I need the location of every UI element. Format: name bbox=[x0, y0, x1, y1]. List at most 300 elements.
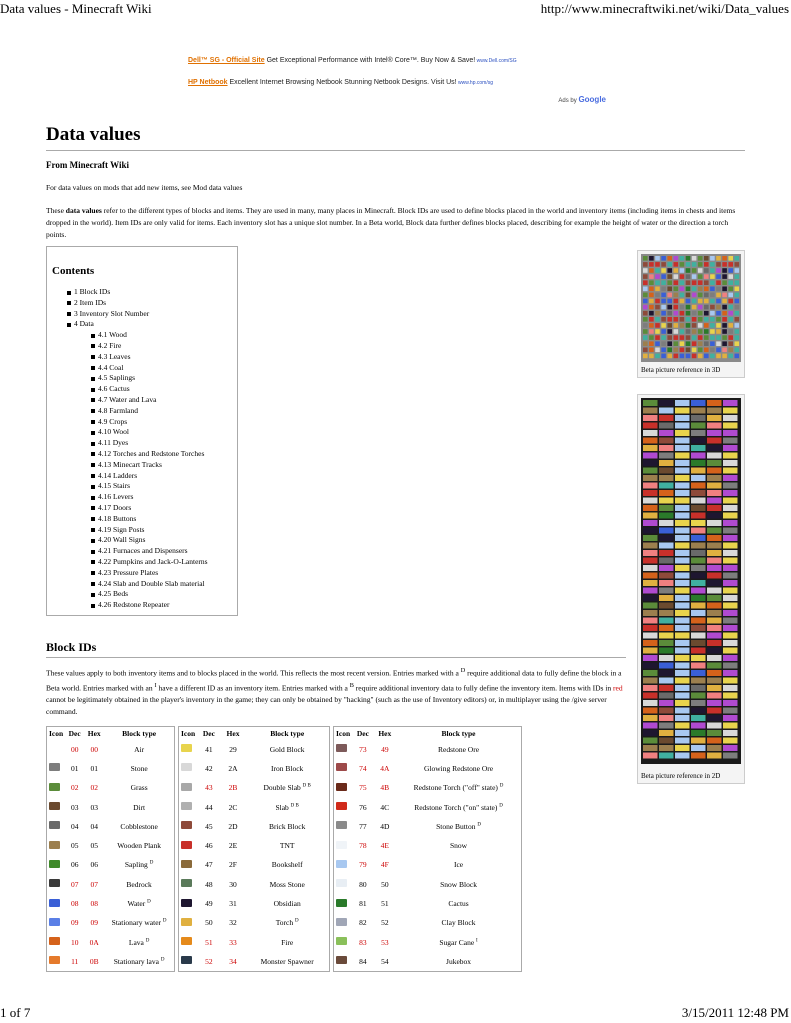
block-icon-cell bbox=[334, 778, 353, 797]
block-type-cell[interactable] bbox=[245, 952, 329, 971]
block-icon-cell bbox=[334, 740, 353, 759]
dec-cell: 06 bbox=[70, 860, 79, 870]
dec-cell: 78 bbox=[359, 841, 367, 851]
hex-cell: 2E bbox=[228, 841, 238, 851]
hex-cell: 0A bbox=[89, 937, 99, 947]
toc-item[interactable]: 4 Data bbox=[52, 319, 237, 330]
table-row bbox=[179, 894, 330, 913]
block-type-mark: D B bbox=[290, 803, 299, 809]
block-icon[interactable] bbox=[49, 918, 60, 926]
table-row bbox=[47, 875, 175, 894]
block-type-cell[interactable] bbox=[245, 797, 329, 816]
icon-header: Icon bbox=[336, 728, 351, 738]
block-icon-cell bbox=[47, 778, 66, 797]
block-type-cell[interactable] bbox=[396, 913, 521, 932]
table-row bbox=[334, 932, 522, 951]
block-type-cell[interactable] bbox=[245, 875, 329, 894]
type-header: Block type bbox=[441, 728, 476, 738]
block-type-name: Redstone Ore bbox=[438, 744, 480, 754]
block-icon[interactable] bbox=[336, 783, 347, 791]
dec-cell: 45 bbox=[205, 821, 213, 831]
hex-cell: 01 bbox=[90, 763, 98, 773]
dec-cell: 76 bbox=[359, 802, 367, 812]
block-type-name: Grass bbox=[130, 783, 148, 793]
table-row bbox=[334, 759, 522, 778]
block-type-cell[interactable] bbox=[245, 855, 329, 874]
hex-header: Hex bbox=[87, 728, 101, 738]
block-icon-cell bbox=[334, 759, 353, 778]
toc-item[interactable]: 4.17 Doors bbox=[52, 503, 237, 514]
dec-cell: 01 bbox=[70, 763, 79, 773]
toc-item[interactable]: 4.26 Redstone Repeater bbox=[52, 600, 237, 611]
block-icon[interactable] bbox=[336, 937, 347, 945]
hex-cell: 2A bbox=[228, 763, 238, 773]
toc-item[interactable]: 4.25 Beds bbox=[52, 589, 237, 600]
block-type-name: Ice bbox=[453, 860, 464, 870]
type-header: Block type bbox=[270, 728, 305, 738]
ad-link-hp[interactable]: HP Netbook bbox=[188, 79, 228, 86]
block-type-name: Lava bbox=[128, 937, 144, 947]
dec-cell: 00 bbox=[70, 744, 79, 754]
table-row bbox=[179, 797, 330, 816]
block-icon[interactable] bbox=[49, 821, 60, 829]
toc-item[interactable]: 4.1 Wood bbox=[52, 330, 237, 341]
hex-cell: 4A bbox=[380, 763, 390, 773]
ad-url[interactable]: www.hp.com/sg bbox=[456, 80, 493, 86]
block-type-cell[interactable] bbox=[245, 740, 329, 759]
ads-by-google[interactable] bbox=[558, 95, 606, 104]
block-type-cell[interactable] bbox=[396, 894, 521, 913]
block-icon[interactable] bbox=[336, 918, 347, 926]
toc-item[interactable]: 4.15 Stairs bbox=[52, 481, 237, 492]
table-row bbox=[334, 797, 522, 816]
hex-cell: 30 bbox=[229, 879, 237, 889]
hex-header: Hex bbox=[378, 728, 392, 738]
table-row bbox=[47, 836, 175, 855]
table-row bbox=[47, 778, 175, 797]
block-icon[interactable] bbox=[181, 841, 192, 849]
hex-cell: 29 bbox=[229, 744, 237, 754]
block-icon-cell bbox=[334, 855, 353, 874]
block-icon[interactable] bbox=[181, 918, 192, 926]
dec-cell: 42 bbox=[205, 763, 213, 773]
block-type-name: Glowing Redstone Ore bbox=[423, 763, 494, 773]
block-type-cell[interactable] bbox=[104, 759, 174, 778]
block-type-name: Slab bbox=[275, 802, 289, 812]
block-icon-cell bbox=[179, 855, 198, 874]
block-type-name: Air bbox=[134, 744, 145, 754]
hex-cell: 2F bbox=[229, 860, 237, 870]
block-type-cell[interactable] bbox=[396, 817, 521, 836]
table-of-contents bbox=[46, 246, 238, 616]
print-footer bbox=[0, 1003, 791, 1023]
table-row bbox=[179, 855, 330, 874]
block-icon[interactable] bbox=[181, 956, 192, 964]
dec-cell: 84 bbox=[359, 956, 367, 966]
table-row bbox=[179, 759, 330, 778]
title-divider bbox=[46, 150, 745, 151]
block-icon-cell bbox=[47, 759, 66, 778]
print-timestamp: 3/15/2011 12:48 PM bbox=[681, 1005, 789, 1020]
block-type-cell[interactable] bbox=[104, 817, 174, 836]
toc-item[interactable]: 4.21 Furnaces and Dispensers bbox=[52, 546, 237, 557]
block-icon-cell bbox=[179, 952, 198, 971]
block-icon[interactable] bbox=[336, 841, 347, 849]
block-type-cell[interactable] bbox=[104, 740, 174, 759]
dec-cell: 05 bbox=[70, 841, 79, 851]
dec-cell: 82 bbox=[359, 918, 367, 928]
toc-item[interactable]: 4.2 Fire bbox=[52, 341, 237, 352]
block-ids-paragraph bbox=[46, 665, 626, 718]
toc-item[interactable]: 1 Block IDs bbox=[52, 287, 237, 298]
table-row bbox=[179, 875, 330, 894]
block-icon-cell bbox=[179, 778, 198, 797]
block-type-cell[interactable] bbox=[396, 875, 521, 894]
table-row bbox=[47, 740, 175, 759]
block-type-cell[interactable] bbox=[104, 932, 174, 951]
toc-item[interactable]: 4.22 Pumpkins and Jack-O-Lanterns bbox=[52, 557, 237, 568]
icon-header: Icon bbox=[49, 728, 64, 738]
toc-item[interactable]: 4.12 Torches and Redstone Torches bbox=[52, 449, 237, 460]
block-type-name: Cobblestone bbox=[120, 821, 158, 831]
hex-cell: 4B bbox=[380, 783, 390, 793]
dec-cell: 43 bbox=[205, 783, 213, 793]
block-type-name: Obsidian bbox=[273, 899, 301, 909]
dec-cell: 10 bbox=[70, 937, 79, 947]
block-type-mark: D bbox=[499, 803, 503, 809]
thumb-2d-image bbox=[641, 398, 741, 764]
block-type-mark: D bbox=[149, 860, 154, 866]
block-icon[interactable] bbox=[49, 899, 60, 907]
block-type-name: Snow bbox=[449, 841, 468, 851]
block-icon[interactable] bbox=[181, 899, 192, 907]
hex-cell: 33 bbox=[229, 937, 237, 947]
toc-item[interactable]: 4.4 Coal bbox=[52, 363, 237, 374]
block-type-mark: D bbox=[147, 899, 151, 905]
block-type-name: Stationary lava bbox=[113, 956, 159, 966]
hex-cell: 51 bbox=[381, 899, 389, 909]
ad-url[interactable]: www.Dell.com/SG bbox=[475, 58, 517, 64]
table-row bbox=[179, 836, 330, 855]
block-type-cell[interactable] bbox=[396, 952, 521, 971]
thumb-3d-image bbox=[641, 254, 741, 362]
mark-b: B bbox=[349, 681, 354, 689]
block-type-name: Clay Block bbox=[441, 918, 476, 928]
block-icon-cell bbox=[334, 932, 353, 951]
block-type-name: Wooden Plank bbox=[117, 841, 161, 851]
block-icon-cell bbox=[47, 932, 66, 951]
dec-cell: 48 bbox=[205, 879, 213, 889]
ad-text: Get Exceptional Performance with Intel® Core™. Buy Now & Save! bbox=[264, 57, 476, 64]
red-word: red bbox=[613, 683, 623, 692]
dec-cell: 77 bbox=[359, 821, 367, 831]
block-type-cell[interactable] bbox=[104, 894, 174, 913]
toc-list bbox=[52, 287, 237, 611]
toc-item[interactable]: 4.10 Wool bbox=[52, 427, 237, 438]
block-icon-cell bbox=[47, 855, 66, 874]
block-type-cell[interactable] bbox=[104, 952, 174, 971]
block-icon[interactable] bbox=[49, 860, 60, 868]
block-icon-cell bbox=[47, 875, 66, 894]
block-icon[interactable] bbox=[49, 763, 60, 771]
thumb-2d[interactable] bbox=[637, 394, 745, 784]
block-icon[interactable] bbox=[49, 937, 60, 945]
print-header-url: http://www.minecraftwiki.net/wiki/Data_values bbox=[540, 1, 789, 16]
block-icon-cell bbox=[47, 894, 66, 913]
block-type-cell[interactable] bbox=[104, 836, 174, 855]
table-row bbox=[179, 817, 330, 836]
toc-item[interactable]: 4.18 Buttons bbox=[52, 514, 237, 525]
intro-before: These bbox=[46, 206, 66, 215]
block-type-name: Water bbox=[127, 899, 146, 909]
block-type-mark: D bbox=[477, 822, 481, 828]
dec-cell: 83 bbox=[359, 937, 367, 947]
dec-cell: 04 bbox=[70, 821, 79, 831]
toc-item[interactable]: 4.9 Crops bbox=[52, 417, 237, 428]
block-type-cell[interactable] bbox=[396, 759, 521, 778]
block-icon[interactable] bbox=[336, 802, 347, 810]
block-type-name: Sapling bbox=[124, 860, 148, 870]
block-type-cell[interactable] bbox=[104, 797, 174, 816]
thumb-3d[interactable] bbox=[637, 250, 745, 378]
block-type-name: Dirt bbox=[133, 802, 146, 812]
hex-cell: 06 bbox=[90, 860, 98, 870]
section-divider bbox=[46, 657, 626, 658]
block-icon-cell bbox=[179, 759, 198, 778]
block-type-name: Moss Stone bbox=[269, 879, 305, 889]
para-part: require additional data to fully define the block in a Beta world. Entries marked with an bbox=[46, 668, 622, 692]
table-row bbox=[334, 875, 522, 894]
toc-title: Contents bbox=[52, 265, 95, 277]
block-icon-cell bbox=[179, 740, 198, 759]
block-icon[interactable] bbox=[49, 744, 60, 752]
mod-note[interactable]: For data values on mods that add new items, see Mod data values bbox=[46, 183, 243, 192]
para-part: These values apply to both inventory items and to blocks placed in the world. This reflects the most recent version. Entries marked with a bbox=[46, 668, 461, 678]
table-row bbox=[334, 836, 522, 855]
hex-cell: 52 bbox=[381, 918, 389, 928]
para-part: have a different ID as an inventory item. Entries marked with a bbox=[156, 683, 350, 692]
block-icon-cell bbox=[47, 740, 66, 759]
toc-item[interactable]: 4.23 Pressure Plates bbox=[52, 568, 237, 579]
block-type-cell[interactable] bbox=[245, 817, 329, 836]
block-icon-cell bbox=[334, 836, 353, 855]
block-icon[interactable] bbox=[49, 879, 60, 887]
block-type-mark: D bbox=[294, 918, 299, 924]
table-row bbox=[179, 932, 330, 951]
table-row bbox=[47, 952, 175, 971]
toc-item[interactable]: 4.3 Leaves bbox=[52, 352, 237, 363]
dec-cell: 80 bbox=[359, 879, 367, 889]
hex-cell: 4C bbox=[380, 802, 390, 812]
dec-cell: 03 bbox=[70, 802, 79, 812]
block-icon[interactable] bbox=[181, 783, 192, 791]
table-row bbox=[334, 952, 522, 971]
toc-item[interactable]: 4.24 Slab and Double Slab material bbox=[52, 579, 237, 590]
dec-cell: 02 bbox=[70, 783, 79, 793]
block-type-cell[interactable] bbox=[245, 759, 329, 778]
para-part: require additional inventory data to fully define the inventory item. Items with IDs in bbox=[353, 683, 614, 692]
block-icon[interactable] bbox=[336, 879, 347, 887]
hex-header: Hex bbox=[226, 728, 240, 738]
block-type-mark: I bbox=[476, 938, 478, 944]
dec-cell: 51 bbox=[205, 937, 213, 947]
block-type-name: Iron Block bbox=[271, 763, 304, 773]
dec-cell: 41 bbox=[205, 744, 213, 754]
block-icon-cell bbox=[47, 797, 66, 816]
hex-cell: 05 bbox=[90, 841, 98, 851]
block-type-cell[interactable] bbox=[245, 836, 329, 855]
block-table-3 bbox=[333, 726, 522, 972]
block-icon[interactable] bbox=[181, 802, 192, 810]
block-type-name: Double Slab bbox=[263, 783, 301, 793]
toc-item[interactable]: 4.16 Levers bbox=[52, 492, 237, 503]
block-type-name: Brick Block bbox=[268, 821, 306, 831]
block-icon[interactable] bbox=[49, 956, 60, 964]
block-icon[interactable] bbox=[336, 821, 347, 829]
block-icon-cell bbox=[179, 836, 198, 855]
page-title: Data values bbox=[46, 124, 141, 145]
hex-cell: 02 bbox=[90, 783, 98, 793]
block-type-name: Fire bbox=[281, 937, 294, 947]
block-icon[interactable] bbox=[336, 956, 347, 964]
block-type-cell[interactable] bbox=[396, 932, 521, 951]
table-row bbox=[179, 913, 330, 932]
toc-item[interactable]: 4.20 Wall Signs bbox=[52, 535, 237, 546]
toc-item[interactable]: 3 Inventory Slot Number bbox=[52, 309, 237, 320]
dec-cell: 07 bbox=[70, 879, 79, 889]
block-type-cell[interactable] bbox=[396, 797, 521, 816]
block-icon-cell bbox=[334, 952, 353, 971]
dec-cell: 46 bbox=[205, 841, 213, 851]
toc-item[interactable]: 2 Item IDs bbox=[52, 298, 237, 309]
block-type-mark: D B bbox=[302, 783, 311, 789]
block-icon[interactable] bbox=[336, 899, 347, 907]
block-type-cell[interactable] bbox=[396, 855, 521, 874]
block-icon-cell bbox=[179, 817, 198, 836]
block-type-name: Cactus bbox=[448, 899, 469, 909]
dec-cell: 52 bbox=[205, 956, 213, 966]
hex-cell: 4F bbox=[380, 860, 389, 870]
block-icon[interactable] bbox=[181, 937, 192, 945]
block-type-name: Stationary water bbox=[111, 918, 162, 928]
hex-cell: 34 bbox=[229, 956, 237, 966]
block-icon[interactable] bbox=[336, 744, 347, 752]
toc-item[interactable]: 4.11 Dyes bbox=[52, 438, 237, 449]
block-type-mark: D bbox=[160, 957, 165, 963]
toc-item[interactable]: 4.8 Farmland bbox=[52, 406, 237, 417]
block-icon[interactable] bbox=[181, 744, 192, 752]
hex-cell: 0B bbox=[89, 956, 99, 966]
block-type-cell[interactable] bbox=[104, 913, 174, 932]
block-icon[interactable] bbox=[49, 783, 60, 791]
hex-cell: 2B bbox=[228, 783, 238, 793]
block-ids-heading: Block IDs bbox=[46, 640, 97, 654]
dec-cell: 75 bbox=[359, 783, 367, 793]
table-row bbox=[47, 894, 175, 913]
table-row bbox=[47, 932, 175, 951]
block-type-name: Snow Block bbox=[440, 879, 477, 889]
block-icon-cell bbox=[334, 797, 353, 816]
block-icon-cell bbox=[179, 797, 198, 816]
block-icon[interactable] bbox=[181, 763, 192, 771]
hex-cell: 07 bbox=[90, 879, 98, 889]
block-icon-cell bbox=[334, 875, 353, 894]
hex-cell: 00 bbox=[90, 744, 98, 754]
block-icon-cell bbox=[47, 836, 66, 855]
block-type-name: Jukebox bbox=[446, 956, 472, 966]
block-icon-cell bbox=[47, 913, 66, 932]
dec-header: Dec bbox=[68, 728, 81, 738]
hex-cell: 49 bbox=[381, 744, 389, 754]
block-type-cell[interactable] bbox=[245, 913, 329, 932]
block-icon[interactable] bbox=[49, 841, 60, 849]
intro-after: refer to the different types of blocks and items. They are used in many, many places in Minecraft. Block IDs are used to define blocks placed in the world and inventory items (including items in chests and items dropped in the world). Item IDs are only valid for items. Each inventory slot has a unique slot number. In a Beta world, Block data further defines blocks placed, describing for example the height of water or the direction a torch points. bbox=[46, 206, 736, 239]
dec-cell: 09 bbox=[70, 918, 79, 928]
block-type-cell[interactable] bbox=[396, 740, 521, 759]
block-type-cell[interactable] bbox=[104, 778, 174, 797]
ad-link-dell[interactable]: Dell™ SG - Official Site bbox=[188, 57, 265, 64]
block-type-name: Monster Spawner bbox=[260, 956, 314, 966]
block-icon[interactable] bbox=[336, 860, 347, 868]
ad-text: Excellent Internet Browsing Netbook Stunning Netbook Designs. Visit Us! bbox=[227, 79, 457, 86]
block-icon-cell bbox=[179, 913, 198, 932]
hex-cell: 50 bbox=[381, 879, 389, 889]
block-type-cell[interactable] bbox=[104, 855, 174, 874]
print-header bbox=[0, 0, 791, 20]
toc-item[interactable]: 4.6 Cactus bbox=[52, 384, 237, 395]
block-type-cell[interactable] bbox=[245, 932, 329, 951]
para-part: cannot be legitimately obtained in the player's inventory in the game; they can only be obtained by "hacking" (such as the use of Inventory editors) or, in multiplayer using the /give server command. bbox=[46, 695, 607, 716]
hex-cell: 2C bbox=[228, 802, 238, 812]
block-icon[interactable] bbox=[336, 763, 347, 771]
block-type-cell[interactable] bbox=[245, 894, 329, 913]
block-icon-cell bbox=[179, 894, 198, 913]
hex-cell: 08 bbox=[90, 899, 98, 909]
dec-cell: 50 bbox=[205, 918, 213, 928]
block-type-cell[interactable] bbox=[396, 778, 521, 797]
block-icon[interactable] bbox=[181, 879, 192, 887]
toc-item[interactable]: 4.7 Water and Lava bbox=[52, 395, 237, 406]
hex-cell: 09 bbox=[90, 918, 98, 928]
block-type-cell[interactable] bbox=[104, 875, 174, 894]
block-type-cell[interactable] bbox=[396, 836, 521, 855]
ad-line bbox=[188, 79, 608, 101]
table-row bbox=[334, 894, 522, 913]
block-icon-cell bbox=[47, 817, 66, 836]
hex-cell: 54 bbox=[381, 956, 389, 966]
table-row bbox=[47, 855, 175, 874]
table-row bbox=[334, 740, 522, 759]
ad-line bbox=[188, 57, 608, 79]
toc-item[interactable]: 4.13 Minecart Tracks bbox=[52, 460, 237, 471]
block-type-cell[interactable] bbox=[245, 778, 329, 797]
block-icon[interactable] bbox=[49, 802, 60, 810]
toc-item[interactable]: 4.5 Saplings bbox=[52, 373, 237, 384]
dec-cell: 79 bbox=[359, 860, 367, 870]
dec-cell: 08 bbox=[70, 899, 79, 909]
hex-cell: 4D bbox=[380, 821, 390, 831]
block-type-mark: D bbox=[145, 938, 150, 944]
block-icon[interactable] bbox=[181, 860, 192, 868]
type-header: Block type bbox=[122, 728, 157, 738]
block-type-name: Sugar Cane bbox=[439, 937, 475, 947]
block-icon-cell bbox=[334, 817, 353, 836]
table-row bbox=[47, 759, 175, 778]
toc-item[interactable]: 4.19 Sign Posts bbox=[52, 525, 237, 536]
block-icon-cell bbox=[179, 932, 198, 951]
toc-item[interactable]: 4.14 Ladders bbox=[52, 471, 237, 482]
block-icon[interactable] bbox=[181, 821, 192, 829]
